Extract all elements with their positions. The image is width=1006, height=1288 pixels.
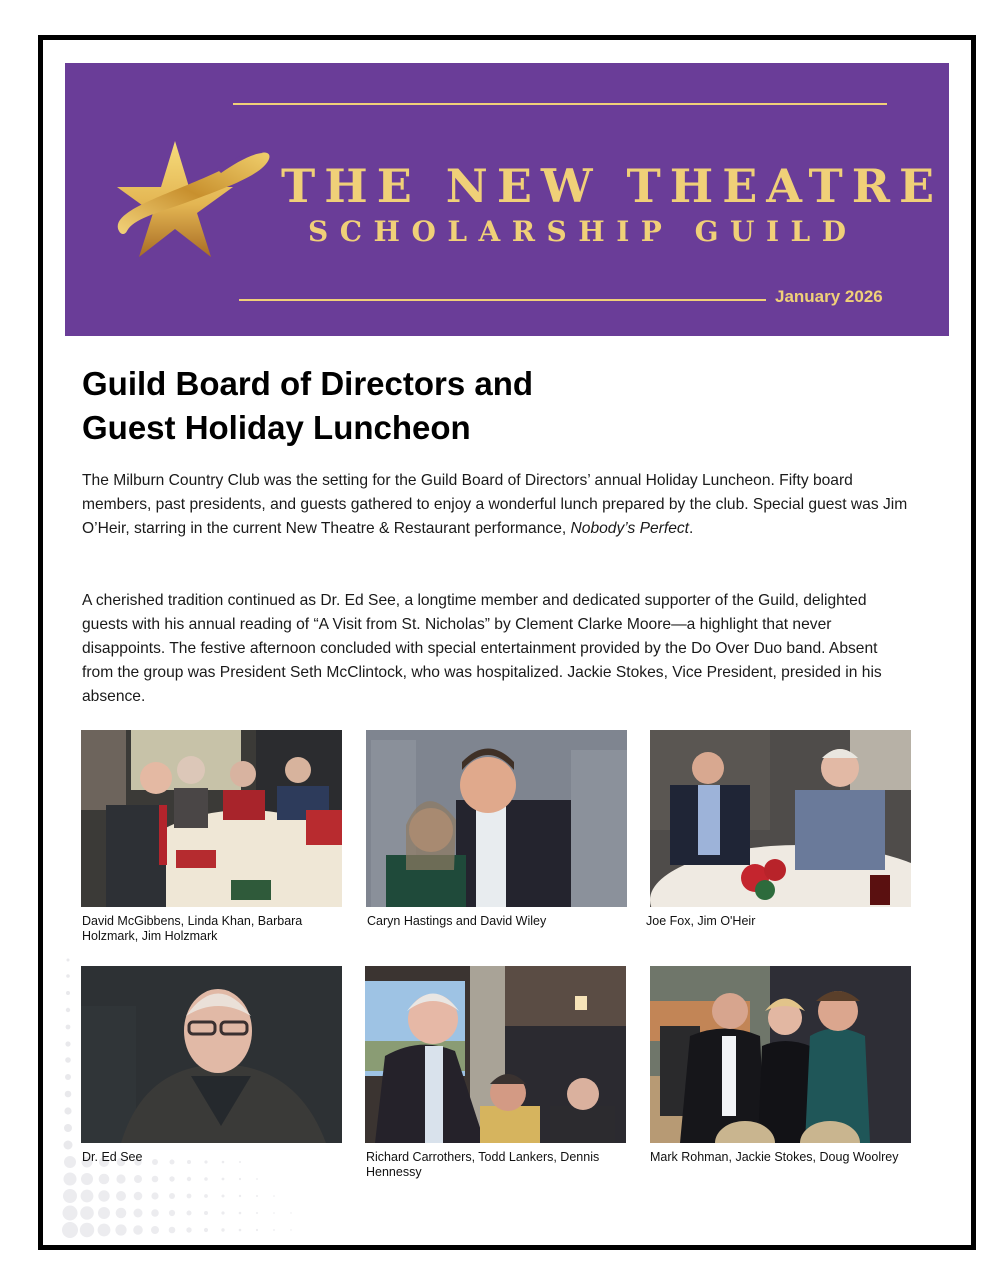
newsletter-banner: [65, 63, 949, 336]
photo-dr-ed-see: [81, 966, 342, 1143]
guild-title-line1: THE NEW THEATRE: [281, 159, 944, 213]
article-headline: [82, 362, 882, 450]
photo-joe-jim: [650, 730, 911, 907]
article-paragraph-2: A cherished tradition continued as Dr. Ed See, a longtime member and dedicated supporter of the Guild, delighted guests with his annual reading of “A Visit from St. Nicholas” by Clement Clarke Moore—a highlight that never disappoints. The festive afternoon concluded with special entertainment provided by the Do Over Duo band. Absent from the group was President Seth McClintock, who was hospitalized. Jackie Stokes, Vice President, presided in his absence.: [82, 592, 882, 705]
gold-star-swoosh-icon: [113, 139, 273, 259]
article-paragraph-1: [82, 469, 912, 541]
photo-caryn-david: [366, 730, 627, 907]
headline-line2: Guest Holiday Luncheon: [82, 409, 471, 446]
paragraph-1-end: .: [689, 520, 694, 537]
photo-caption-5: Richard Carrothers, Todd Lankers, Dennis Hennessy: [366, 1150, 600, 1179]
photo-caption-6: Mark Rohman, Jackie Stokes, Doug Woolrey: [650, 1150, 899, 1164]
issue-date: January 2026: [775, 287, 883, 306]
photo-luncheon-table: [81, 730, 342, 907]
paragraph-1-text: The Milburn Country Club was the setting for the Guild Board of Directors’ annual Holiday Luncheon. Fifty board members, past presidents, and guests gathered to enjoy a wonderful lunch prepared by the club. Special guest was Jim O’Heir, starring in the current New Theatre & Restaurant performance,: [82, 472, 908, 537]
guild-title-line2: SCHOLARSHIP GUILD: [308, 215, 858, 248]
photo-mark-jackie-doug: [650, 966, 911, 1143]
photo-caption-3: Joe Fox, Jim O'Heir: [646, 914, 756, 928]
photo-richard-todd-dennis: [365, 966, 626, 1143]
photo-caption-2: Caryn Hastings and David Wiley: [367, 914, 547, 928]
banner-top-rule: [233, 103, 887, 105]
headline-line1: Guild Board of Directors and: [82, 365, 534, 402]
show-title: Nobody’s Perfect: [570, 520, 689, 537]
photo-caption-4: Dr. Ed See: [82, 1150, 143, 1164]
banner-bottom-rule: [239, 299, 766, 301]
photo-caption-1: David McGibbens, Linda Khan, Barbara Holzmark, Jim Holzmark: [82, 914, 303, 943]
